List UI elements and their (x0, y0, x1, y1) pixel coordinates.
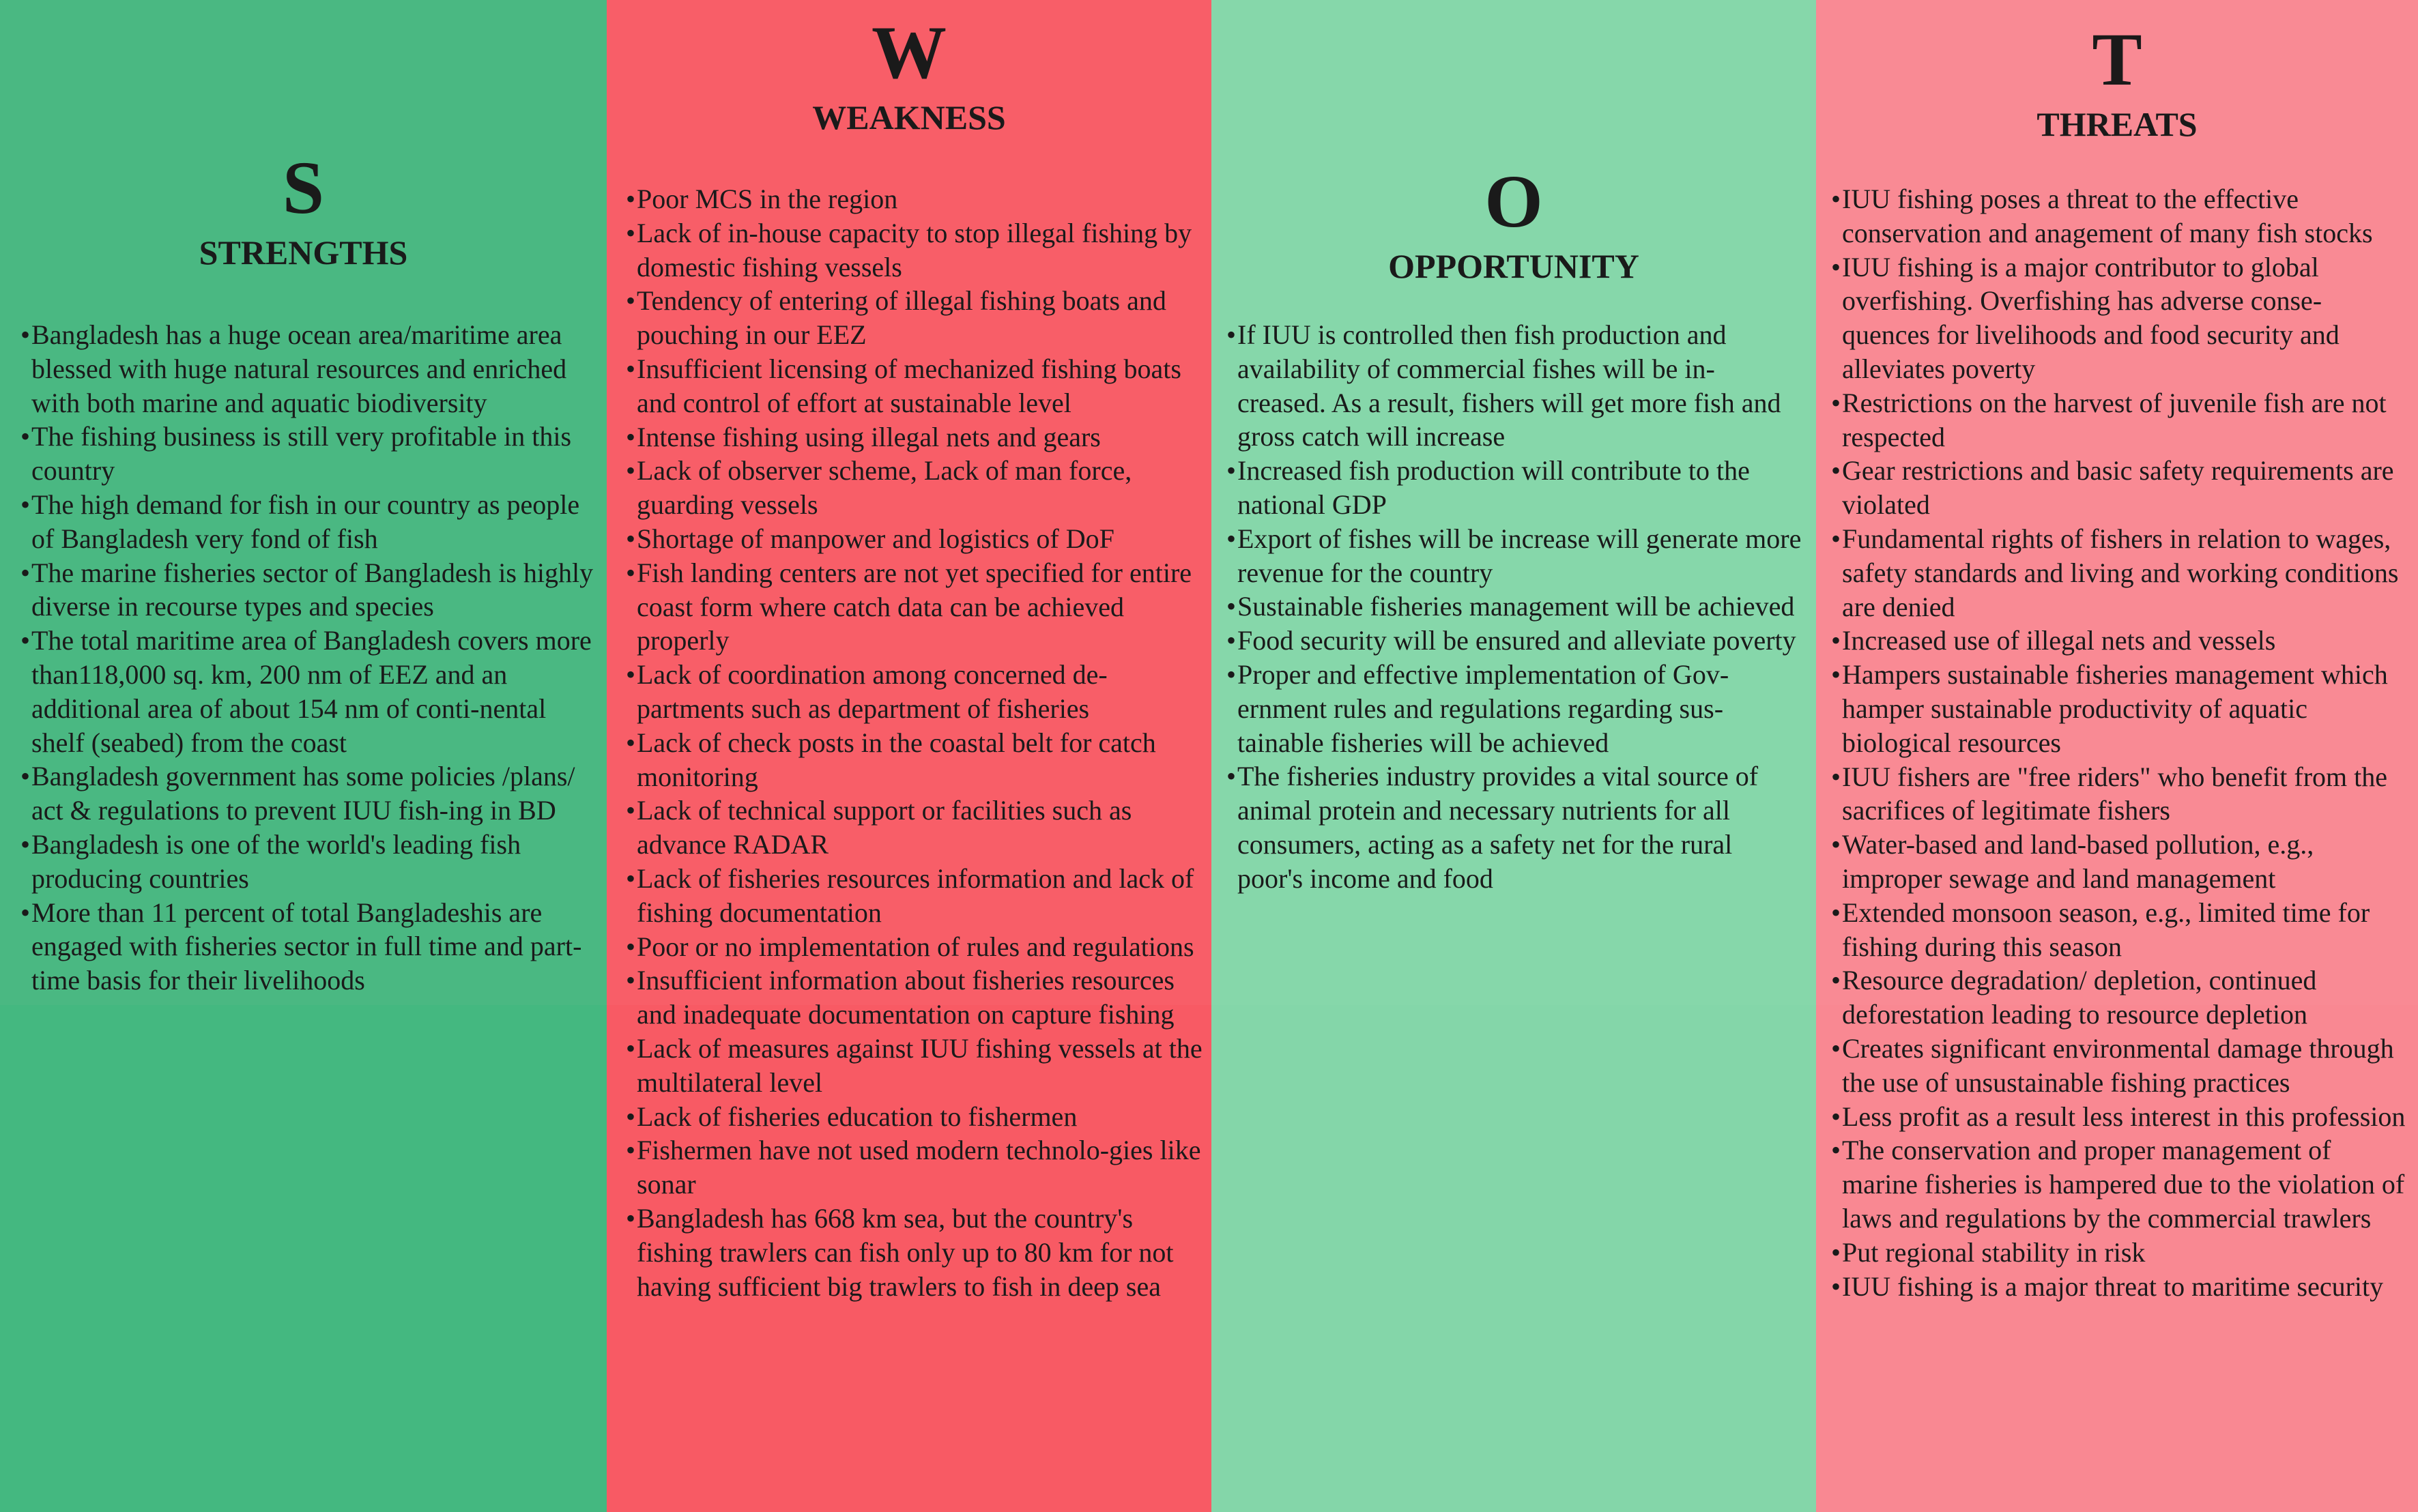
list-item: • Bangladesh government has some policies /plans/ act & regulations to prevent IUU fish-ing in BD (20, 759, 597, 828)
list-item: • Lack of measures against IUU fishing vessels at the multilateral level (626, 1032, 1203, 1100)
list-item: • Proper and effective implementation of Gov-ernment rules and regulations regarding sus-tainable fisheries will be achieved (1226, 658, 1803, 759)
list-item: • Food security will be ensured and alleviate poverty (1226, 624, 1803, 658)
weakness-list (626, 182, 1203, 1303)
list-item: • Lack of fisheries resources information and lack of fishing documentation (626, 862, 1203, 930)
list-item: • Bangladesh is one of the world's leading fish producing countries (20, 828, 597, 896)
strengths-column (0, 0, 607, 1512)
list-item: • Resource degradation/ depletion, continued deforestation leading to resource depletion (1831, 963, 2408, 1032)
list-item: • Increased fish production will contribute to the national GDP (1226, 454, 1803, 522)
threats-list (1831, 182, 2408, 1303)
list-item: • Insufficient licensing of mechanized fishing boats and control of effort at sustainable level (626, 352, 1203, 420)
list-item: • IUU fishing poses a threat to the effective conservation and anagement of many fish stocks (1831, 182, 2408, 250)
lower-band (1211, 1005, 1816, 1512)
list-item: • Lack of check posts in the coastal belt for catch monitoring (626, 726, 1203, 794)
list-item: • Bangladesh has a huge ocean area/maritime area blessed with huge natural resources and enriched with both marine and aquatic biodiversity (20, 318, 597, 420)
list-item: • IUU fishing is a major contributor to global overfishing. Overfishing has adverse conse-quences for livelihoods and food security and alleviates poverty (1831, 250, 2408, 386)
list-item: • Poor or no implementation of rules and regulations (626, 930, 1203, 964)
list-item: • Fish landing centers are not yet specified for entire coast form where catch data can be achieved properly (626, 556, 1203, 658)
list-item: • IUU fishers are "free riders" who benefit from the sacrifices of legitimate fishers (1831, 760, 2408, 828)
list-item: • Put regional stability in risk (1831, 1236, 2408, 1270)
list-item: • Bangladesh has 668 km sea, but the country's fishing trawlers can fish only up to 80 km for not having sufficient big trawlers to fish in deep sea (626, 1202, 1203, 1303)
list-item: • Hampers sustainable fisheries management which hamper sustainable productivity of aquatic biological resources (1831, 658, 2408, 759)
list-item: • More than 11 percent of total Bangladeshis are engaged with fisheries sector in full time and part-time basis for their livelihoods (20, 896, 597, 998)
list-item: • Insufficient information about fisheries resources and inadequate documentation on capture fishing (626, 963, 1203, 1032)
list-item: • If IUU is controlled then fish production and availability of commercial fishes will be in-creased. As a result, fishers will get more fish and gross catch will increase (1226, 318, 1803, 454)
list-item: • Tendency of entering of illegal fishing boats and pouching in our EEZ (626, 284, 1203, 352)
list-item: • The high demand for fish in our country as people of Bangladesh very fond of fish (20, 488, 597, 556)
list-item: • The fisheries industry provides a vital source of animal protein and necessary nutrients for all consumers, acting as a safety net for the rural poor's income and food (1226, 759, 1803, 895)
list-item: • Export of fishes will be increase will generate more revenue for the country (1226, 522, 1803, 590)
list-item: • Fishermen have not used modern technolo-gies like sonar (626, 1133, 1203, 1202)
weakness-title: WEAKNESS (812, 98, 1006, 136)
list-item: • Lack of in-house capacity to stop illegal fishing by domestic fishing vessels (626, 216, 1203, 285)
opportunity-column (1211, 0, 1816, 1512)
list-item: • Lack of fisheries education to fishermen (626, 1100, 1203, 1134)
list-item: • Intense fishing using illegal nets and gears (626, 420, 1203, 454)
strengths-title: STRENGTHS (199, 233, 408, 272)
weakness-heading (607, 11, 1211, 136)
list-item: • The marine fisheries sector of Bangladesh is highly diverse in recourse types and species (20, 556, 597, 624)
list-item: • Restrictions on the harvest of juvenile fish are not respected (1831, 386, 2408, 454)
threats-column (1816, 0, 2418, 1512)
list-item: • Fundamental rights of fishers in relation to wages, safety standards and living and working conditions are denied (1831, 522, 2408, 624)
list-item: • The fishing business is still very profitable in this country (20, 420, 597, 488)
list-item: • Lack of technical support or facilities such as advance RADAR (626, 794, 1203, 862)
threats-heading (1816, 18, 2418, 143)
weakness-letter: W (872, 11, 947, 94)
lower-band (0, 1005, 607, 1512)
strengths-letter: S (282, 146, 325, 229)
list-item: • Less profit as a result less interest in this profession (1831, 1100, 2408, 1134)
threats-letter: T (2092, 18, 2142, 101)
list-item: • Sustainable fisheries management will be achieved (1226, 590, 1803, 624)
opportunity-heading (1211, 160, 1816, 285)
list-item: • The conservation and proper management of marine fisheries is hampered due to the violation of laws and regulations by the commercial trawlers (1831, 1133, 2408, 1235)
list-item: • Lack of coordination among concerned de-partments such as department of fisheries (626, 658, 1203, 726)
strengths-heading (0, 146, 607, 272)
opportunity-title: OPPORTUNITY (1388, 247, 1639, 285)
list-item: • Extended monsoon season, e.g., limited time for fishing during this season (1831, 896, 2408, 964)
opportunity-letter: O (1484, 160, 1543, 243)
list-item: • Increased use of illegal nets and vessels (1831, 624, 2408, 658)
list-item: • IUU fishing is a major threat to maritime security (1831, 1270, 2408, 1304)
list-item: • Poor MCS in the region (626, 182, 1203, 216)
weakness-column (607, 0, 1211, 1512)
list-item: • The total maritime area of Bangladesh covers more than118,000 sq. km, 200 nm of EEZ and an additional area of about 154 nm of conti-nental shelf (seabed) from the coast (20, 624, 597, 759)
list-item: • Gear restrictions and basic safety requirements are violated (1831, 454, 2408, 522)
list-item: • Shortage of manpower and logistics of DoF (626, 522, 1203, 556)
opportunity-list (1226, 318, 1803, 896)
list-item: • Water-based and land-based pollution, e.g., improper sewage and land management (1831, 828, 2408, 896)
strengths-list (20, 318, 597, 998)
list-item: • Creates significant environmental damage through the use of unsustainable fishing practices (1831, 1032, 2408, 1100)
list-item: • Lack of observer scheme, Lack of man force, guarding vessels (626, 454, 1203, 522)
threats-title: THREATS (2036, 105, 2198, 143)
